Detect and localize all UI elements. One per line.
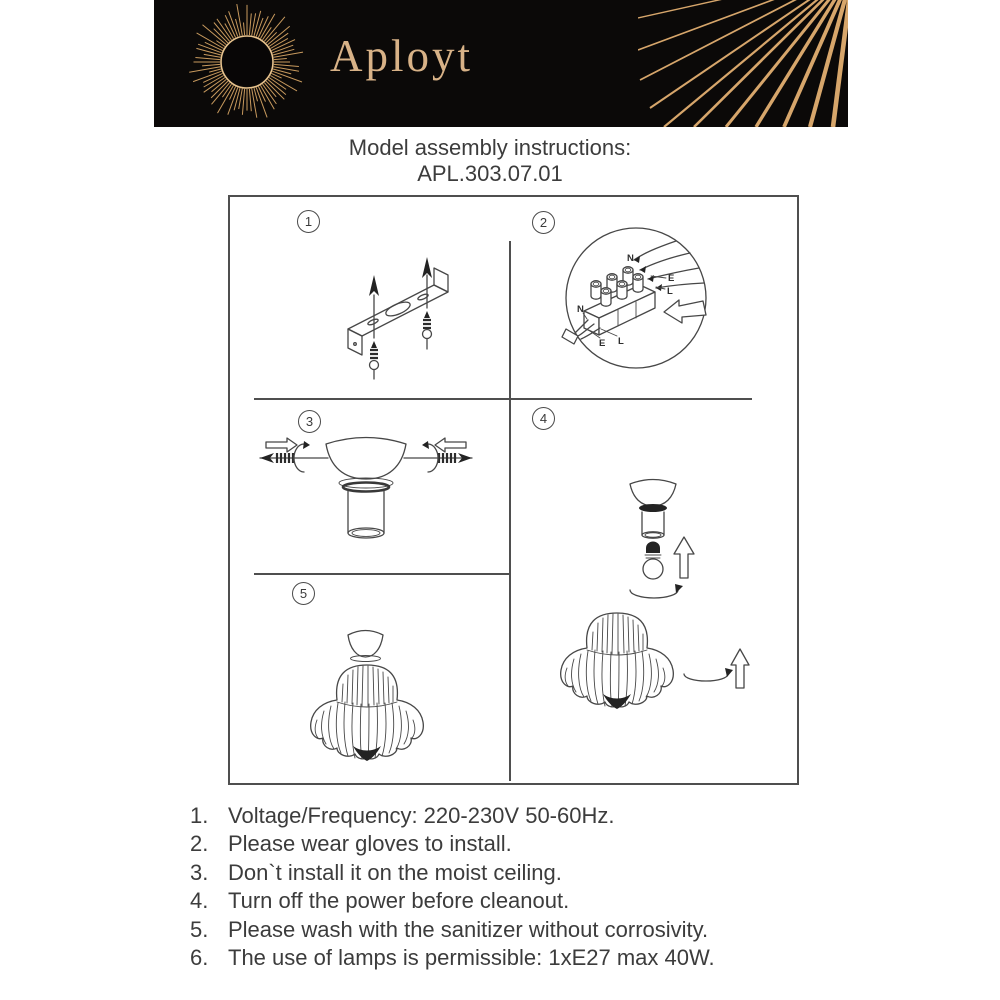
item-text: Please wear gloves to install. [228, 831, 512, 857]
item-text: Don`t install it on the moist ceiling. [228, 859, 562, 885]
item-text: Please wash with the sanitizer without corrosivity. [228, 916, 709, 942]
wiring-terminal-diagram [556, 220, 714, 372]
instruction-item [190, 944, 910, 972]
instruction-item [190, 802, 910, 830]
wire-label-e: E [668, 273, 675, 284]
instruction-item [190, 830, 910, 858]
terminal-block [584, 267, 655, 335]
up-arrow-icon [674, 537, 694, 578]
model-code: APL.303.07.01 [417, 161, 563, 186]
divider-horizontal-lower [254, 573, 511, 575]
page-title: Model assembly instructions: [348, 135, 632, 160]
instruction-item [190, 859, 910, 887]
step-2-badge: 2 [532, 211, 555, 234]
step-5-badge: 5 [292, 582, 315, 605]
screw-icon [439, 453, 472, 463]
canopy-mounting-diagram [240, 408, 490, 558]
item-number: 5. [190, 916, 209, 942]
rotate-icon [630, 584, 683, 598]
item-number: 4. [190, 888, 209, 914]
bulb-installation-diagram [530, 438, 792, 718]
push-arrow-icon [435, 438, 466, 452]
item-text: Turn off the power before cleanout. [228, 888, 570, 914]
wire-label-n: N [577, 304, 584, 315]
instruction-item [190, 916, 910, 944]
instruction-list [190, 802, 910, 972]
item-number: 6. [190, 945, 209, 971]
rays-decoration-icon [638, 0, 848, 127]
screw-icon [370, 341, 379, 379]
item-number: 1. [190, 803, 209, 828]
screw-icon [423, 311, 432, 349]
title-block [0, 134, 980, 187]
light-bulb-icon [643, 542, 663, 580]
pleated-shade [561, 613, 674, 709]
fixture-base [630, 480, 676, 539]
divider-horizontal-upper [254, 398, 752, 400]
step-3-badge: 3 [298, 410, 321, 433]
item-text: The use of lamps is permissible: 1xE27 max 40W. [228, 945, 715, 971]
screw-icon [260, 453, 293, 463]
brand-name: Aployt [330, 31, 474, 81]
push-arrow-icon [266, 438, 297, 452]
sunburst-logo-icon [189, 4, 305, 120]
rotate-icon [684, 668, 733, 681]
wire-label-n: N [627, 253, 634, 264]
wire-label-l: L [667, 286, 673, 297]
wire-label-e: E [599, 338, 606, 349]
up-arrow-icon [731, 649, 749, 688]
item-number: 3. [190, 859, 209, 885]
header-banner [154, 0, 848, 127]
bracket-mounting-diagram [330, 245, 510, 395]
direction-arrow-icon [664, 300, 706, 323]
instruction-item [190, 887, 910, 915]
item-text: Voltage/Frequency: 220-230V 50-60Hz. [228, 803, 615, 828]
step-4-badge: 4 [532, 407, 555, 430]
item-number: 2. [190, 831, 209, 857]
pleated-shade [311, 665, 424, 761]
step-1-badge: 1 [297, 210, 320, 233]
wire-label-l: L [618, 336, 624, 347]
assembled-lamp-diagram [300, 622, 440, 767]
